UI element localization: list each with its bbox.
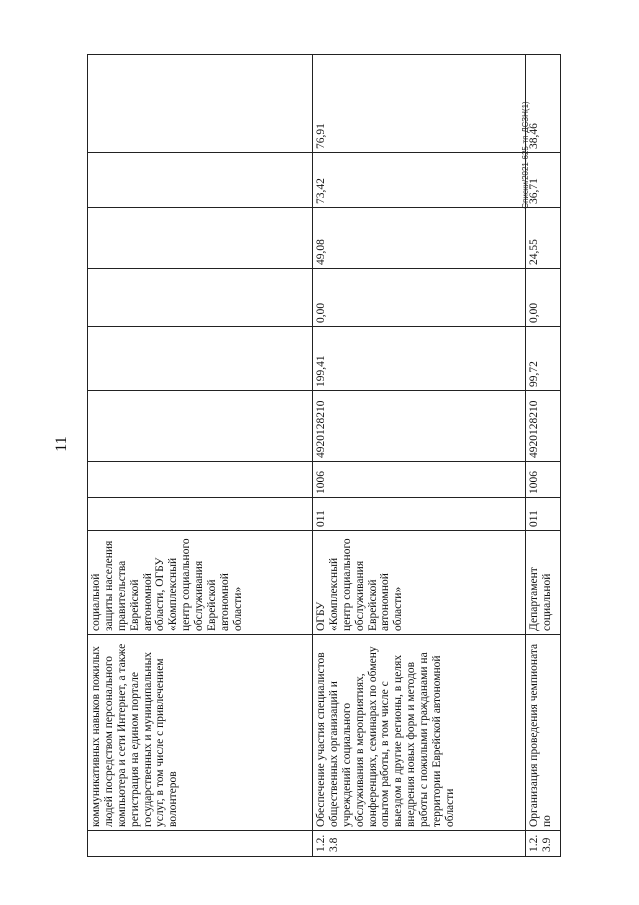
cell-name: Организация проведения чемпионата по — [526, 635, 561, 831]
cell-name: коммуникативных навыков пожилых людей посредством персонального компьютера и сети Интернет, а также регистрация на едином портале государственных и муниципальных услуг, в том числе с привлечением волонтеров — [88, 635, 313, 831]
cell-num: 1.2.3.9 — [526, 831, 561, 857]
cell-executor: социальной защиты населения правительства Еврейской автономной области, ОГБУ «Комплексный центр социального обслуживания Еврейской автономной области» — [88, 531, 313, 635]
cell-name: Обеспечение участия специалистов общественных организаций и учреждений социального обслуживания в мероприятиях, конференциях, семинарах по обмену опытом работы, в том числе с выездом в другие регионы, в целях внедрения новых форм и методов работы с пожилыми гражданами на территории Еврейской автономной области — [313, 635, 526, 831]
cell-csr: 4920128210 — [526, 391, 561, 462]
cell-total — [88, 327, 313, 391]
cell-2021 — [88, 269, 313, 327]
cell-csr — [88, 391, 313, 462]
cell-2021: 0,00 — [313, 269, 526, 327]
cell-2022: 49,08 — [313, 208, 526, 269]
cell-grbs: 011 — [526, 498, 561, 531]
cell-2022 — [88, 208, 313, 269]
cell-csr: 4920128210 — [313, 391, 526, 462]
budget-table — [87, 54, 561, 857]
table-row — [313, 55, 526, 857]
cell-rzpr: 1006 — [526, 462, 561, 498]
cell-num — [88, 831, 313, 857]
cell-executor: ОГБУ «Комплексный центр социального обслуживания Еврейской автономной области» — [313, 531, 526, 635]
cell-2021: 0,00 — [526, 269, 561, 327]
table-area — [87, 55, 553, 857]
table-row — [526, 55, 561, 857]
cell-grbs — [88, 498, 313, 531]
cell-total: 99,72 — [526, 327, 561, 391]
table-row — [88, 55, 313, 857]
side-note: Списки/2021-625-тп-ДСЗН(1) — [521, 101, 530, 209]
cell-num: 1.2.3.8 — [313, 831, 526, 857]
cell-2023: 36,71 — [526, 153, 561, 208]
cell-executor: Департамент социальной — [526, 531, 561, 635]
cell-rzpr — [88, 462, 313, 498]
cell-2024 — [88, 55, 313, 153]
cell-2024: 76,91 — [313, 55, 526, 153]
cell-total: 199,41 — [313, 327, 526, 391]
cell-2022: 24,55 — [526, 208, 561, 269]
cell-2023: 73,42 — [313, 153, 526, 208]
cell-rzpr: 1006 — [313, 462, 526, 498]
page-number: 11 — [53, 436, 70, 452]
cell-grbs: 011 — [313, 498, 526, 531]
cell-2023 — [88, 153, 313, 208]
cell-2024: 38,46 — [526, 55, 561, 153]
